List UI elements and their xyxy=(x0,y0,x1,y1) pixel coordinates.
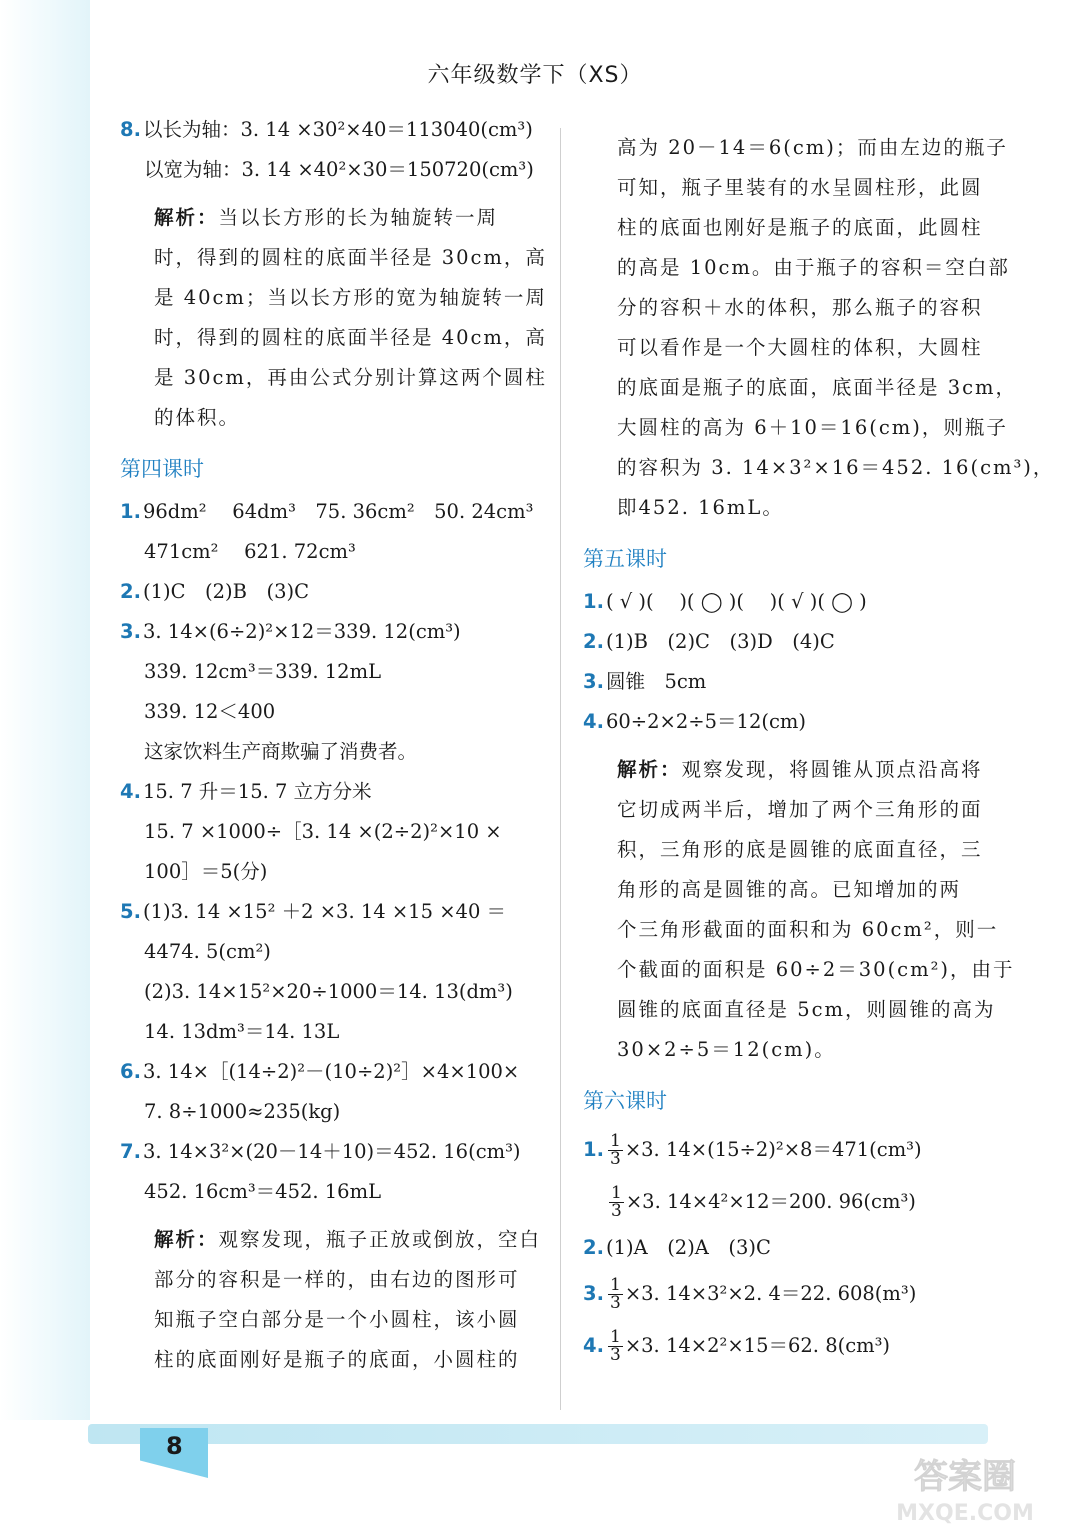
answer-line: 452. 16cm³＝452. 16mL xyxy=(144,1180,382,1203)
fraction-one-third: $\frac{1}{3}$ xyxy=(611,1183,622,1221)
analysis-line: 个三角形截面的面积和为 60cm²，则一 xyxy=(617,918,999,941)
analysis-line: 的高是 10cm。由于瓶子的容积＝空白部 xyxy=(617,256,1010,279)
analysis-line: 积，三角形的底是圆锥的底面直径，三 xyxy=(617,838,983,861)
answer-line: 4474. 5(cm²) xyxy=(144,940,271,963)
watermark-text: 答案圈 xyxy=(914,1457,1016,1497)
analysis-line: 时，得到的圆柱的底面半径是 30cm，高 xyxy=(154,246,547,269)
answer-line: 2. (1)A (2)A (3)C xyxy=(583,1236,771,1259)
answer-line: 4. $\frac{1}{3}$ ×3. 14×2²×15＝62. 8(cm³) xyxy=(583,1327,891,1365)
right-column xyxy=(583,110,1055,1372)
analysis-line: 解析：观察发现，将圆锥从顶点沿高将 xyxy=(617,758,983,781)
analysis-label: 解析： xyxy=(617,758,682,781)
analysis-line: 部分的容积是一样的，由右边的图形可 xyxy=(154,1268,520,1291)
analysis-label: 解析： xyxy=(154,1228,219,1251)
analysis-line: 的底面是瓶子的底面，底面半径是 3cm， xyxy=(617,376,1018,399)
analysis-label: 解析： xyxy=(154,206,219,229)
answer-line: 3. 3. 14×(6÷2)²×12＝339. 12(cm³) xyxy=(120,620,461,643)
left-margin-stripe xyxy=(0,0,90,1420)
watermark-sub: MXQE.COM xyxy=(896,1501,1034,1526)
analysis-line: 个截面的面积是 60÷2＝30(cm²)，由于 xyxy=(617,958,1015,981)
answer-line: 3. 圆锥 5cm xyxy=(583,670,707,693)
analysis-line: 高为 20－14＝6(cm)；而由左边的瓶子 xyxy=(617,136,1008,159)
answer-line: 2. (1)C (2)B (3)C xyxy=(120,580,310,603)
page-title: 六年级数学下（XS） xyxy=(427,63,643,88)
answer-line: 7. 8÷1000≈235(kg) xyxy=(144,1100,341,1123)
answer-line: 15. 7 ×1000÷［3. 14 ×(2÷2)²×10 × xyxy=(144,820,502,843)
analysis-line: 是 30cm，再由公式分别计算这两个圆柱 xyxy=(154,366,547,389)
left-column xyxy=(120,110,545,1386)
answer-line: $\frac{1}{3}$ ×3. 14×4²×12＝200. 96(cm³) xyxy=(611,1183,916,1221)
analysis-line: 时，得到的圆柱的底面半径是 40cm，高 xyxy=(154,326,547,349)
answer-line: 3. $\frac{1}{3}$ ×3. 14×3²×2. 4＝22. 608(m³) xyxy=(583,1275,917,1313)
question-8-line-1: 8. 以长为轴：3. 14 ×30²×40＝113040(cm³) xyxy=(120,110,545,150)
section-title: 第五课时 xyxy=(583,547,667,571)
analysis-continuation xyxy=(583,128,1055,528)
answer-line: 1. $\frac{1}{3}$ ×3. 14×(15÷2)²×8＝471(cm³) xyxy=(583,1131,922,1169)
answer-line: 7. 3. 14×3²×(20－14＋10)＝452. 16(cm³) xyxy=(120,1140,521,1163)
analysis-block xyxy=(583,750,1015,1070)
section-title: 第六课时 xyxy=(583,1089,667,1113)
answer-line: 4. 60÷2×2÷5＝12(cm) xyxy=(583,710,806,733)
answer-line: 14. 13dm³＝14. 13L xyxy=(144,1020,340,1043)
answer-line: 471cm² 621. 72cm³ xyxy=(144,540,356,563)
answer-line: 339. 12＜400 xyxy=(144,700,276,723)
answer-line: 339. 12cm³＝339. 12mL xyxy=(144,660,382,683)
page-number: 8 xyxy=(166,1432,183,1460)
fraction-one-third: $\frac{1}{3}$ xyxy=(609,1327,621,1365)
fraction-one-third: $\frac{1}{3}$ xyxy=(609,1131,621,1169)
analysis-line: 可知，瓶子里装有的水呈圆柱形，此圆 xyxy=(617,176,983,199)
analysis-line: 它切成两半后，增加了两个三角形的面 xyxy=(617,798,983,821)
analysis-line: 柱的底面也刚好是瓶子的底面，此圆柱 xyxy=(617,216,983,239)
fraction-one-third: $\frac{1}{3}$ xyxy=(609,1275,621,1313)
analysis-line: 解析：观察发现，瓶子正放或倒放，空白 xyxy=(154,1228,542,1251)
column-divider xyxy=(560,128,561,1410)
answer-line: 4. 15. 7 升＝15. 7 立方分米 xyxy=(120,780,372,803)
analysis-line: 分的容积＋水的体积，那么瓶子的容积 xyxy=(617,296,983,319)
analysis-line: 可以看作是一个大圆柱的体积，大圆柱 xyxy=(617,336,983,359)
analysis-line: 圆锥的底面直径是 5cm，则圆锥的高为 xyxy=(617,998,996,1021)
answer-line: 1. 96dm² 64dm³ 75. 36cm² 50. 24cm³ xyxy=(120,500,534,523)
analysis-line: 解析：当以长方形的长为轴旋转一周 xyxy=(154,206,499,229)
analysis-line: 的容积为 3. 14×3²×16＝452. 16(cm³)， xyxy=(617,456,1055,479)
answer-line: 100］＝5(分) xyxy=(144,860,268,883)
question-number: 8. xyxy=(120,118,141,141)
answer-line: 2. (1)B (2)C (3)D (4)C xyxy=(583,630,835,653)
analysis-block xyxy=(120,198,545,438)
answer-line: 5. (1)3. 14 ×15² ＋2 ×3. 14 ×15 ×40 ＝ xyxy=(120,900,507,923)
answer-line: 6. 3. 14×［(14÷2)²－(10÷2)²］×4×100× xyxy=(120,1060,520,1083)
answer-line: (2)3. 14×15²×20÷1000＝14. 13(dm³) xyxy=(144,980,513,1003)
analysis-line: 知瓶子空白部分是一个小圆柱，该小圆 xyxy=(154,1308,520,1331)
watermark-logo xyxy=(890,1448,1040,1528)
analysis-line: 是 40cm；当以长方形的宽为轴旋转一周 xyxy=(154,286,547,309)
analysis-line: 30×2÷5＝12(cm)。 xyxy=(617,1038,836,1061)
answer-line: 这家饮料生产商欺骗了消费者。 xyxy=(144,740,418,763)
section-title: 第四课时 xyxy=(120,457,204,481)
analysis-line: 角形的高是圆锥的高。已知增加的两 xyxy=(617,878,962,901)
analysis-line: 大圆柱的高为 6＋10＝16(cm)，则瓶子 xyxy=(617,416,1008,439)
answer-line: 1. ( √ )( )( ◯ )( )( √ )( ◯ ) xyxy=(583,590,867,613)
analysis-line: 即452. 16mL。 xyxy=(617,496,784,519)
analysis-block xyxy=(120,1220,545,1380)
question-8-line-2: 以宽为轴：3. 14 ×40²×30＝150720(cm³) xyxy=(144,158,534,181)
analysis-line: 柱的底面刚好是瓶子的底面，小圆柱的 xyxy=(154,1348,520,1371)
footer-bar xyxy=(88,1424,988,1444)
analysis-line: 的体积。 xyxy=(154,406,241,429)
